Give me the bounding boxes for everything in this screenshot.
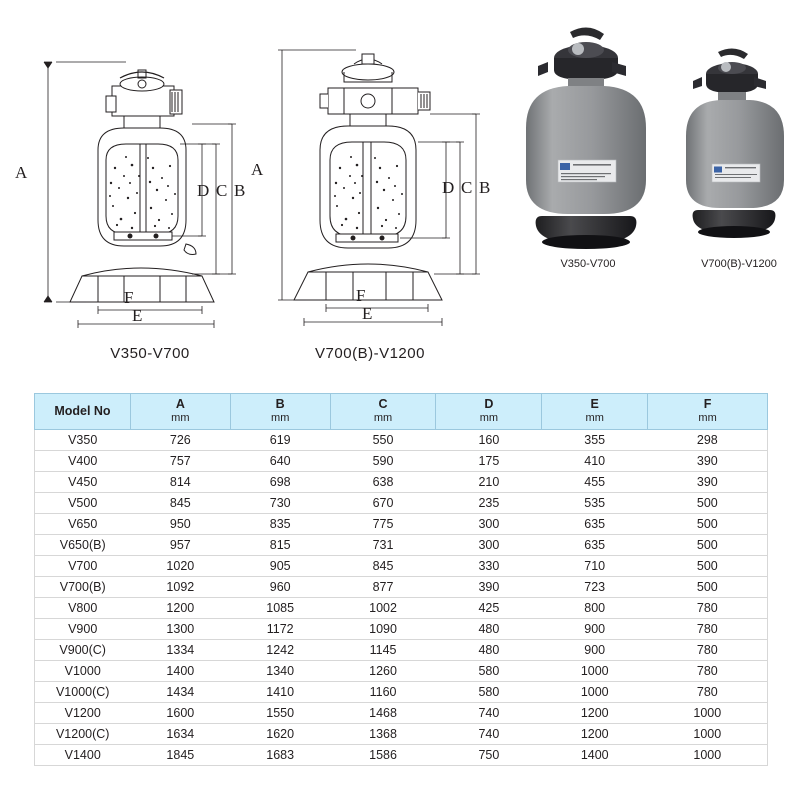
- cell-value: 1160: [330, 682, 436, 703]
- cell-value: 455: [542, 472, 648, 493]
- dimension-label-f: F: [124, 288, 134, 307]
- cell-value: 780: [648, 619, 768, 640]
- cell-value: 1400: [542, 745, 648, 766]
- column-header-c-label: C: [378, 397, 388, 411]
- photo-caption-2: V700(B)-V1200: [701, 258, 777, 270]
- column-header-b-label: B: [275, 397, 285, 411]
- cell-value: 1600: [130, 703, 230, 724]
- cell-value: 1242: [230, 640, 330, 661]
- cell-value: 731: [330, 535, 436, 556]
- photo-caption-1: V350-V700: [560, 258, 616, 270]
- photo-v350-v700: [508, 18, 668, 258]
- cell-value: 800: [542, 598, 648, 619]
- figure-caption-1: V350-V700: [110, 345, 190, 362]
- table-row: [35, 430, 768, 451]
- cell-model: V400: [35, 451, 131, 472]
- cell-value: 410: [542, 451, 648, 472]
- table-row: [35, 703, 768, 724]
- cell-model: V700(B): [35, 577, 131, 598]
- cell-value: 710: [542, 556, 648, 577]
- cell-value: 900: [542, 619, 648, 640]
- cell-value: 1200: [542, 703, 648, 724]
- cell-value: 590: [330, 451, 436, 472]
- cell-value: 160: [436, 430, 542, 451]
- table-row: [35, 472, 768, 493]
- photo-v700b-v1200: [672, 42, 800, 252]
- cell-value: 1000: [648, 724, 768, 745]
- table-row: [35, 493, 768, 514]
- cell-value: 730: [230, 493, 330, 514]
- cell-value: 1172: [230, 619, 330, 640]
- column-header-a-label: A: [175, 397, 185, 411]
- cell-value: 500: [648, 535, 768, 556]
- table-row: [35, 745, 768, 766]
- dimension-label-e: E: [362, 304, 373, 323]
- cell-value: 845: [330, 556, 436, 577]
- table-row: [35, 682, 768, 703]
- dimension-label-c: C: [461, 178, 473, 197]
- cell-value: 1000: [542, 661, 648, 682]
- cell-value: 1085: [230, 598, 330, 619]
- table-row: [35, 556, 768, 577]
- cell-model: V900: [35, 619, 131, 640]
- dimension-label-d: D: [197, 181, 210, 200]
- cell-value: 757: [130, 451, 230, 472]
- cell-value: 900: [542, 640, 648, 661]
- cell-value: 210: [436, 472, 542, 493]
- column-header-e: [542, 394, 648, 430]
- cell-value: 780: [648, 661, 768, 682]
- cell-value: 1634: [130, 724, 230, 745]
- table-row: [35, 598, 768, 619]
- cell-value: 355: [542, 430, 648, 451]
- dimension-label-a: A: [251, 160, 264, 179]
- cell-value: 1020: [130, 556, 230, 577]
- table-header: [35, 394, 768, 430]
- cell-value: 635: [542, 535, 648, 556]
- cell-value: 235: [436, 493, 542, 514]
- cell-value: 1368: [330, 724, 436, 745]
- cell-value: 619: [230, 430, 330, 451]
- figure-v350-v700: [15, 18, 250, 338]
- cell-model: V350: [35, 430, 131, 451]
- cell-model: V450: [35, 472, 131, 493]
- column-header-a-unit: mm: [171, 412, 190, 425]
- cell-model: V1200(C): [35, 724, 131, 745]
- cell-value: 1586: [330, 745, 436, 766]
- column-header-a: [130, 394, 230, 430]
- cell-value: 390: [648, 472, 768, 493]
- cell-value: 635: [542, 514, 648, 535]
- table-row: [35, 514, 768, 535]
- cell-value: 1000: [542, 682, 648, 703]
- cell-value: 1468: [330, 703, 436, 724]
- cell-value: 640: [230, 451, 330, 472]
- column-header-e-label: E: [590, 397, 599, 411]
- table-row: [35, 535, 768, 556]
- column-header-f-label: F: [703, 397, 712, 411]
- cell-value: 1620: [230, 724, 330, 745]
- table-row: [35, 451, 768, 472]
- column-header-model: [35, 394, 131, 430]
- cell-value: 1000: [648, 703, 768, 724]
- cell-model: V1400: [35, 745, 131, 766]
- cell-value: 175: [436, 451, 542, 472]
- figure-caption-2: V700(B)-V1200: [315, 345, 425, 362]
- cell-value: 500: [648, 556, 768, 577]
- column-header-c: [330, 394, 436, 430]
- cell-value: 750: [436, 745, 542, 766]
- column-header-e-unit: mm: [585, 412, 604, 425]
- cell-model: V650(B): [35, 535, 131, 556]
- cell-value: 950: [130, 514, 230, 535]
- table-row: [35, 724, 768, 745]
- cell-value: 780: [648, 640, 768, 661]
- table-row: [35, 661, 768, 682]
- cell-value: 580: [436, 661, 542, 682]
- cell-model: V1000: [35, 661, 131, 682]
- cell-model: V500: [35, 493, 131, 514]
- cell-value: 845: [130, 493, 230, 514]
- cell-value: 780: [648, 598, 768, 619]
- cell-value: 1090: [330, 619, 436, 640]
- cell-value: 1550: [230, 703, 330, 724]
- cell-value: 298: [648, 430, 768, 451]
- dimension-label-e: E: [132, 306, 143, 325]
- cell-value: 835: [230, 514, 330, 535]
- dimension-label-a: A: [15, 163, 28, 182]
- cell-value: 300: [436, 535, 542, 556]
- cell-value: 698: [230, 472, 330, 493]
- table-body: [35, 430, 768, 766]
- cell-model: V650: [35, 514, 131, 535]
- cell-value: 1000: [648, 745, 768, 766]
- cell-value: 1400: [130, 661, 230, 682]
- cell-value: 1845: [130, 745, 230, 766]
- cell-value: 723: [542, 577, 648, 598]
- cell-value: 1434: [130, 682, 230, 703]
- cell-value: 425: [436, 598, 542, 619]
- cell-value: 390: [436, 577, 542, 598]
- cell-value: 1334: [130, 640, 230, 661]
- drawings-section: [0, 0, 800, 375]
- cell-value: 550: [330, 430, 436, 451]
- cell-model: V800: [35, 598, 131, 619]
- cell-value: 960: [230, 577, 330, 598]
- cell-value: 815: [230, 535, 330, 556]
- cell-model: V700: [35, 556, 131, 577]
- cell-value: 1683: [230, 745, 330, 766]
- figure-v700b-v1200: [251, 10, 498, 340]
- cell-value: 330: [436, 556, 542, 577]
- cell-value: 877: [330, 577, 436, 598]
- column-header-model-label: Model No: [54, 403, 111, 418]
- cell-value: 500: [648, 493, 768, 514]
- spec-table-container: [34, 393, 768, 766]
- cell-value: 814: [130, 472, 230, 493]
- cell-value: 1002: [330, 598, 436, 619]
- cell-value: 726: [130, 430, 230, 451]
- dimension-label-b: B: [234, 181, 246, 200]
- cell-model: V1200: [35, 703, 131, 724]
- table-header-row: [35, 394, 768, 430]
- table-row: [35, 577, 768, 598]
- cell-value: 1300: [130, 619, 230, 640]
- table-row: [35, 619, 768, 640]
- cell-value: 535: [542, 493, 648, 514]
- dimension-label-b: B: [479, 178, 491, 197]
- column-header-d-unit: mm: [479, 412, 499, 425]
- spec-table: [34, 393, 768, 766]
- cell-value: 1200: [542, 724, 648, 745]
- column-header-b: [230, 394, 330, 430]
- cell-value: 775: [330, 514, 436, 535]
- cell-value: 1145: [330, 640, 436, 661]
- column-header-d-label: D: [484, 397, 494, 411]
- cell-value: 300: [436, 514, 542, 535]
- cell-value: 390: [648, 451, 768, 472]
- cell-value: 1410: [230, 682, 330, 703]
- cell-value: 1340: [230, 661, 330, 682]
- cell-value: 780: [648, 682, 768, 703]
- cell-value: 638: [330, 472, 436, 493]
- cell-value: 1200: [130, 598, 230, 619]
- dimension-label-c: C: [216, 181, 228, 200]
- column-header-c-unit: mm: [373, 412, 393, 425]
- cell-model: V1000(C): [35, 682, 131, 703]
- cell-value: 580: [436, 682, 542, 703]
- cell-value: 500: [648, 577, 768, 598]
- column-header-d: [436, 394, 542, 430]
- dimension-label-f: F: [356, 286, 366, 305]
- cell-value: 480: [436, 619, 542, 640]
- column-header-f-unit: mm: [698, 412, 717, 425]
- cell-value: 670: [330, 493, 436, 514]
- cell-value: 480: [436, 640, 542, 661]
- cell-value: 1092: [130, 577, 230, 598]
- cell-value: 905: [230, 556, 330, 577]
- column-header-b-unit: mm: [271, 412, 290, 425]
- cell-value: 740: [436, 703, 542, 724]
- dimension-label-d: D: [442, 178, 455, 197]
- cell-model: V900(C): [35, 640, 131, 661]
- cell-value: 957: [130, 535, 230, 556]
- column-header-f: [648, 394, 768, 430]
- table-row: [35, 640, 768, 661]
- cell-value: 1260: [330, 661, 436, 682]
- cell-value: 500: [648, 514, 768, 535]
- cell-value: 740: [436, 724, 542, 745]
